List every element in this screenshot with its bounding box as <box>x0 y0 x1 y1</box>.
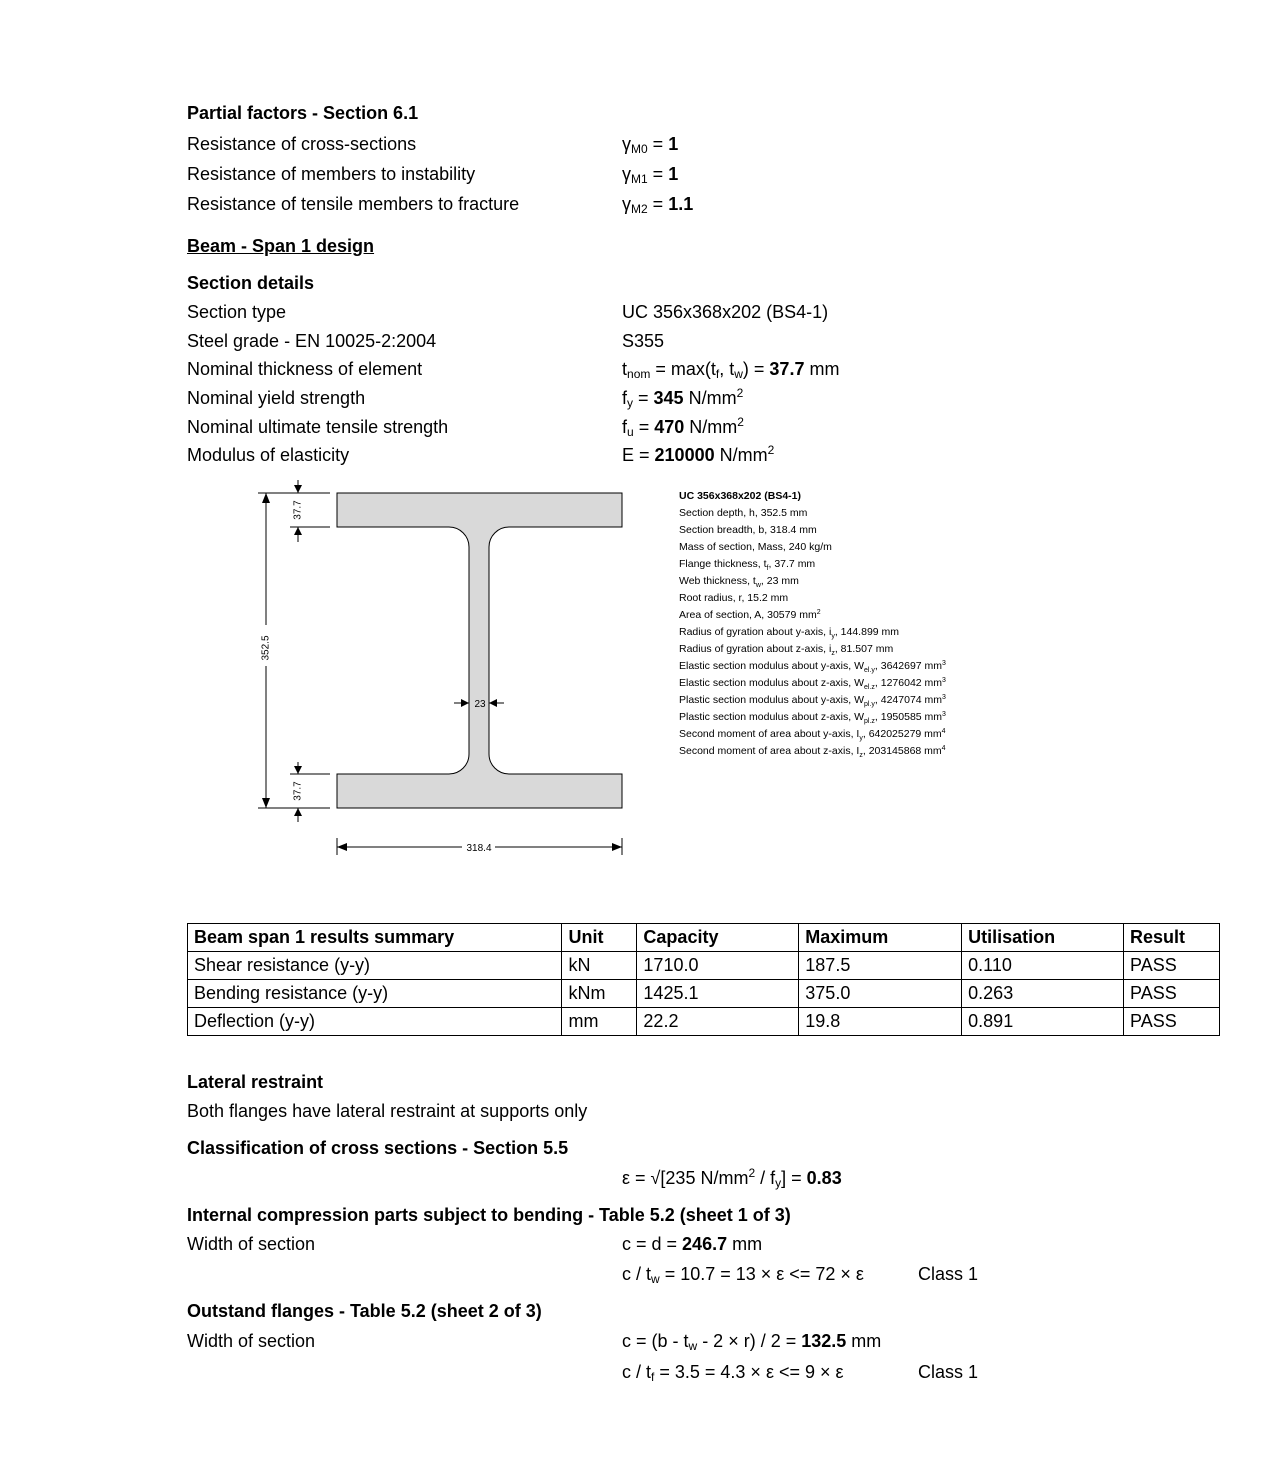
gamma-m1-value: γM1 = 1 <box>622 164 679 186</box>
table-cell: 0.110 <box>962 952 1124 980</box>
section-details-heading: Section details <box>187 273 315 293</box>
steel-grade-label: Steel grade - EN 10025-2:2004 <box>187 331 437 351</box>
partial-factors-heading: Partial factors - Section 6.1 <box>187 103 419 123</box>
table-cell: Bending resistance (y-y) <box>188 980 562 1008</box>
table-cell: Shear resistance (y-y) <box>188 952 562 980</box>
top-flange-dim-label: 37.7 <box>292 500 304 520</box>
prop-wel-y: Elastic section modulus about y-axis, $W_{el.y}$, 3642697 $mm^3$ <box>679 660 946 674</box>
ultimate-label: Nominal ultimate tensile strength <box>187 417 449 437</box>
internal-width-label: Width of section <box>187 1234 316 1254</box>
gamma-m1-label: Resistance of members to instability <box>187 164 476 184</box>
table-row <box>188 952 1220 980</box>
prop-web-thickness: Web thickness, $t_w$, 23 mm <box>679 575 799 589</box>
table-cell: kN <box>562 952 637 980</box>
web-dim-label: 23 <box>474 699 486 710</box>
thickness-value: tnom = max(tf, tw) = 37.7 mm <box>622 359 840 381</box>
modulus-label: Modulus of elasticity <box>187 445 350 465</box>
prop-breadth: Section breadth, b, 318.4 mm <box>679 524 817 536</box>
table-cell: PASS <box>1124 952 1220 980</box>
prop-depth: Section depth, h, 352.5 mm <box>679 507 808 519</box>
gamma-m0-label: Resistance of cross-sections <box>187 134 417 154</box>
gamma-m0-value: γM0 = 1 <box>622 134 679 156</box>
bottom-flange-dim-label: 37.7 <box>292 781 304 801</box>
breadth-dim-label: 318.4 <box>466 843 492 854</box>
table-cell: 19.8 <box>799 1008 962 1036</box>
modulus-value: E = 210000 $N/mm^2$ <box>622 443 775 465</box>
section-type-value: UC 356x368x202 (BS4-1) <box>622 302 829 322</box>
classification-heading: Classification of cross sections - Section 5.5 <box>187 1138 569 1158</box>
gamma-m2-value: γM2 = 1.1 <box>622 194 694 216</box>
results-table <box>187 923 1220 1036</box>
internal-heading: Internal compression parts subject to bending - Table 5.2 (sheet 1 of 3) <box>187 1205 791 1225</box>
table-row <box>188 1008 1220 1036</box>
epsilon-value: ε = √[235 $N/mm^2 / fy] = 0.83$ <box>622 1166 842 1190</box>
table-cell: Deflection (y-y) <box>188 1008 562 1036</box>
table-header: Beam span 1 results summary <box>188 924 562 952</box>
prop-area: Area of section, A, 30579 $mm^2$ <box>679 609 821 621</box>
outstand-heading: Outstand flanges - Table 5.2 (sheet 2 of 3) <box>187 1301 542 1321</box>
beam-span-heading: Beam - Span 1 design <box>187 236 375 256</box>
thickness-label: Nominal thickness of element <box>187 359 423 379</box>
internal-class: Class 1 <box>918 1264 979 1284</box>
table-row <box>188 980 1220 1008</box>
steel-grade-value: S355 <box>622 331 665 351</box>
lateral-text: Both flanges have lateral restraint at supports only <box>187 1101 588 1121</box>
table-cell: PASS <box>1124 980 1220 1008</box>
table-cell: mm <box>562 1008 637 1036</box>
prop-root-radius: Root radius, r, 15.2 mm <box>679 592 789 604</box>
yield-label: Nominal yield strength <box>187 388 366 408</box>
prop-mass: Mass of section, Mass, 240 kg/m <box>679 541 832 553</box>
section-type-label: Section type <box>187 302 287 322</box>
table-cell: 1710.0 <box>637 952 799 980</box>
table-cell: kNm <box>562 980 637 1008</box>
outstand-width-value: c = (b - tw - 2 × r) / 2 = 132.5 mm <box>622 1331 882 1353</box>
prop-iy: Second moment of area about y-axis, $I_y$, 642025279 $mm^4$ <box>679 728 946 742</box>
outstand-width-label: Width of section <box>187 1331 316 1351</box>
properties-title: UC 356x368x202 (BS4-1) <box>679 490 801 502</box>
lateral-heading: Lateral restraint <box>187 1072 324 1092</box>
prop-wpl-y: Plastic section modulus about y-axis, $W_{pl.y}$, 4247074 $mm^3$ <box>679 694 946 708</box>
table-header-row <box>188 924 1220 952</box>
prop-iz: Second moment of area about z-axis, $I_z$, 203145868 $mm^4$ <box>679 745 946 759</box>
yield-value: fy = 345 $N/mm^2$ <box>622 386 744 410</box>
table-header: Maximum <box>799 924 962 952</box>
internal-width-value: c = d = 246.7 mm <box>622 1234 763 1254</box>
ultimate-value: fu = 470 $N/mm^2$ <box>622 415 744 439</box>
prop-radius-y: Radius of gyration about y-axis, $i_y$, 144.899 mm <box>679 626 900 640</box>
internal-ratio: c / tw = 10.7 = 13 × ε <= 72 × ε <box>622 1264 864 1286</box>
table-cell: 22.2 <box>637 1008 799 1036</box>
outstand-ratio: c / tf = 3.5 = 4.3 × ε <= 9 × ε <box>622 1362 844 1384</box>
prop-radius-z: Radius of gyration about z-axis, $i_z$, 81.507 mm <box>679 643 894 657</box>
prop-flange-thickness: Flange thickness, $t_f$, 37.7 mm <box>679 558 816 572</box>
depth-dim-label: 352.5 <box>260 635 272 661</box>
prop-wpl-z: Plastic section modulus about z-axis, $W_{pl.z}$, 1950585 $mm^3$ <box>679 711 946 725</box>
table-header: Unit <box>562 924 637 952</box>
gamma-m2-label: Resistance of tensile members to fracture <box>187 194 520 214</box>
table-cell: 1425.1 <box>637 980 799 1008</box>
table-cell: 375.0 <box>799 980 962 1008</box>
outstand-class: Class 1 <box>918 1362 979 1382</box>
table-header: Utilisation <box>962 924 1124 952</box>
table-cell: PASS <box>1124 1008 1220 1036</box>
table-header: Result <box>1124 924 1220 952</box>
table-cell: 0.891 <box>962 1008 1124 1036</box>
table-header: Capacity <box>637 924 799 952</box>
prop-wel-z: Elastic section modulus about z-axis, $W_{el.z}$, 1276042 $mm^3$ <box>679 677 946 691</box>
i-beam-shape <box>337 493 622 808</box>
table-cell: 187.5 <box>799 952 962 980</box>
table-cell: 0.263 <box>962 980 1124 1008</box>
